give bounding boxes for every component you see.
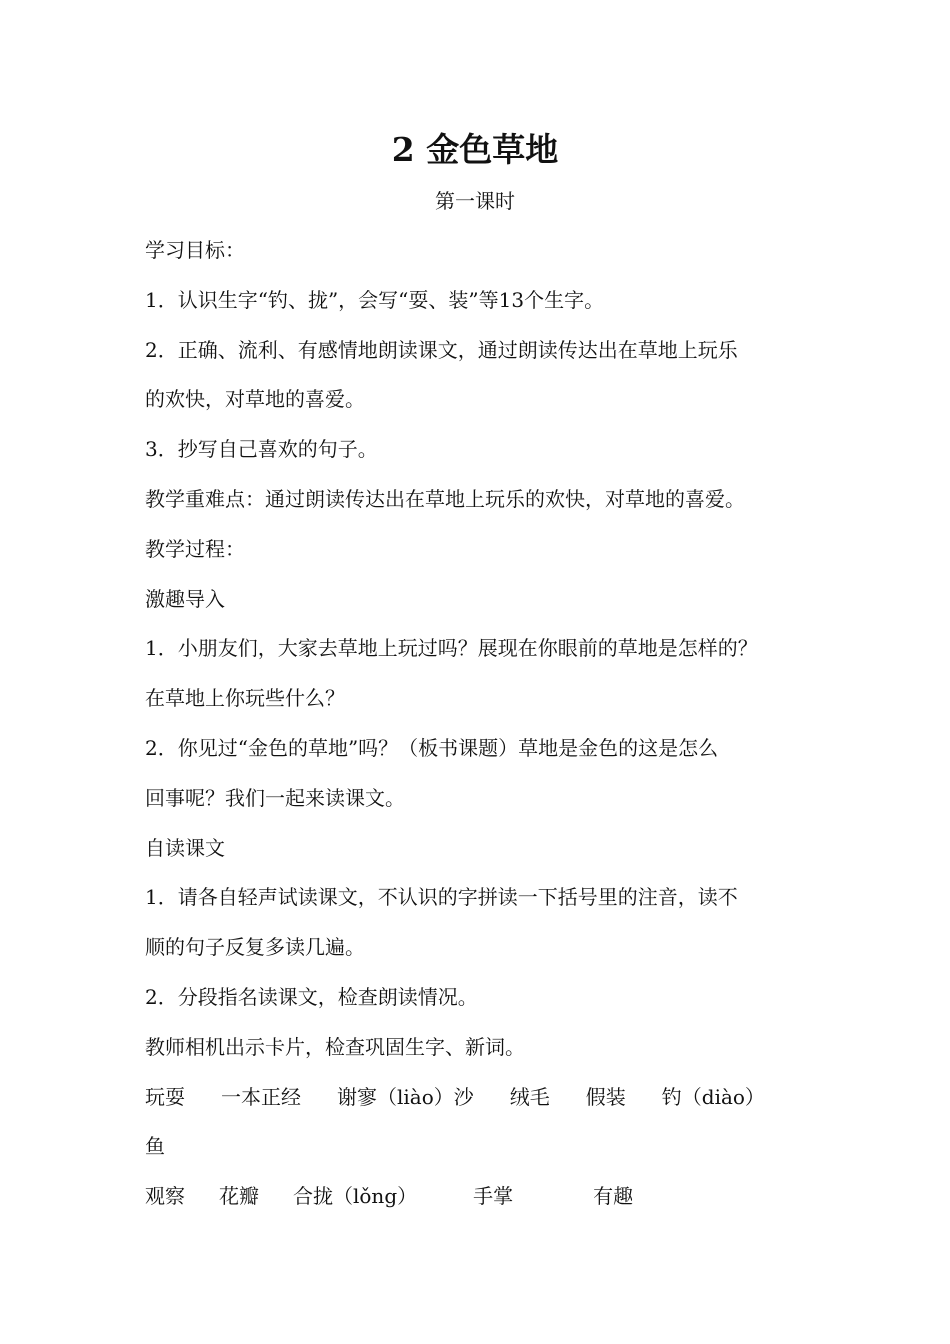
- body-line: 在草地上你玩些什么？: [145, 686, 345, 711]
- section-heading: 自读课文: [145, 835, 225, 860]
- vocab-word: 假装: [585, 1084, 626, 1109]
- body-line: 2．你见过“金色的草地”吗？（板书课题）草地是金色的这是怎么: [145, 735, 719, 760]
- vocab-row: [145, 1179, 835, 1229]
- vocab-word: 花瓣: [219, 1184, 259, 1209]
- vocab-word: 合拢（lǒng）: [293, 1184, 418, 1209]
- body-line: 顺的句子反复多读几遍。: [145, 935, 365, 960]
- vocab-word: 绒毛: [509, 1084, 550, 1109]
- body-line: 学习目标：: [145, 238, 245, 262]
- vocab-word: 玩耍: [145, 1084, 185, 1109]
- vocab-row: [145, 1080, 835, 1130]
- document-body: [145, 233, 835, 1229]
- vocab-word: 谢寥（liào）沙: [337, 1084, 474, 1109]
- vocab-word: 有趣: [593, 1184, 634, 1209]
- body-line: 回事呢？我们一起来读课文。: [145, 785, 405, 810]
- document-subtitle: 第一课时: [435, 189, 515, 213]
- vocab-word: 钓（diào）: [661, 1084, 765, 1109]
- body-line: 教学重难点：通过朗读传达出在草地上玩乐的欢快，对草地的喜爱。: [145, 486, 745, 511]
- body-line: 1．认识生字“钓、拢”，会写“耍、装”等13个生字。: [145, 287, 605, 312]
- vocab-word: 手掌: [473, 1184, 514, 1209]
- body-line: 2．正确、流利、有感情地朗读课文，通过朗读传达出在草地上玩乐: [145, 337, 738, 362]
- section-heading: 激趣导入: [145, 586, 225, 611]
- vocab-word: 观察: [145, 1184, 185, 1209]
- body-line: 3．抄写自己喜欢的句子。: [145, 437, 378, 462]
- document-title: 2 金色草地: [391, 130, 559, 169]
- body-line: 教学过程：: [145, 536, 245, 561]
- body-line: 的欢快，对草地的喜爱。: [145, 387, 365, 412]
- body-line: 1．小朋友们，大家去草地上玩过吗？展现在你眼前的草地是怎样的？: [145, 636, 758, 661]
- vocab-row-wrap: 鱼: [145, 1134, 165, 1159]
- body-line: 2．分段指名读课文，检查朗读情况。: [145, 984, 478, 1009]
- body-line: 1．请各自轻声试读课文，不认识的字拼读一下括号里的注音，读不: [145, 885, 738, 910]
- vocab-word: 一本正经: [221, 1084, 301, 1109]
- body-line: 教师相机出示卡片，检查巩固生字、新词。: [145, 1034, 525, 1059]
